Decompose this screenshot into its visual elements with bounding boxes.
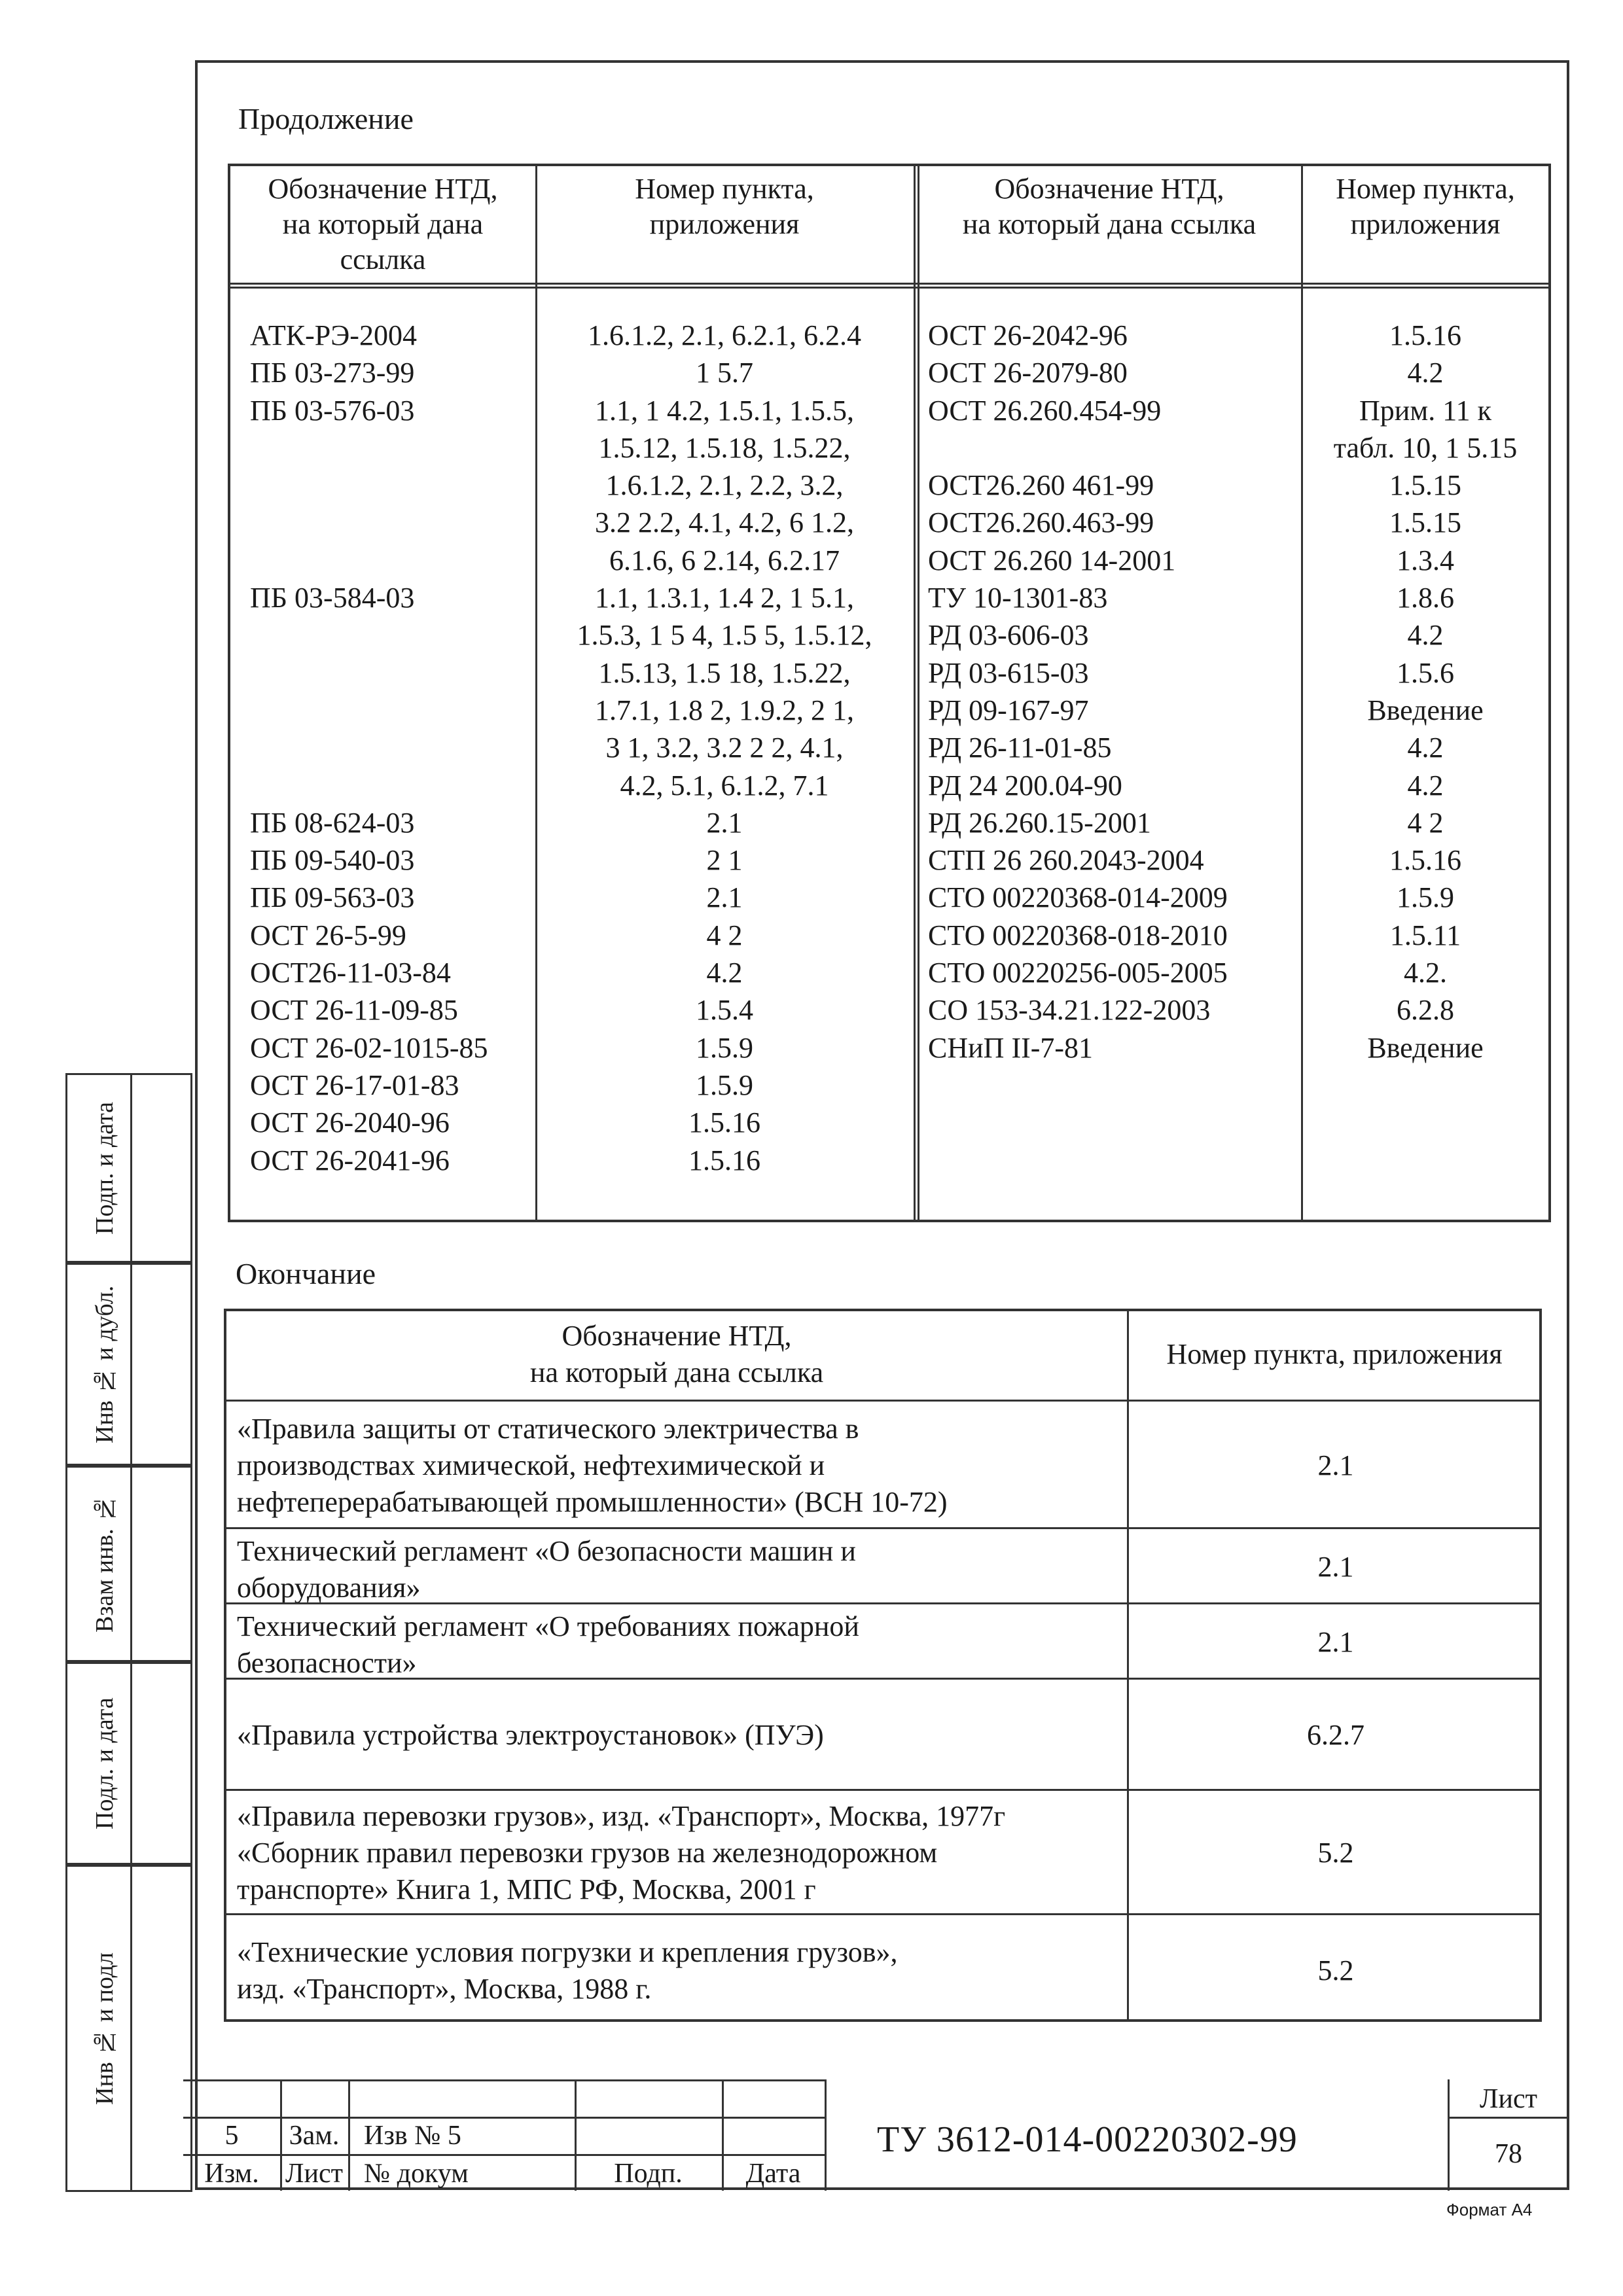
column-right-item [1301, 317, 1550, 1067]
cell-right-ntd: РД 24 200.04-90 [928, 769, 1122, 802]
cell-right-item: 4 2 [1407, 806, 1444, 839]
cell-left-ntd [250, 692, 531, 729]
lower-cell-ntd [237, 1717, 1120, 1754]
cell-right-item: 1.5.11 [1389, 919, 1461, 951]
cell-right-item: 1.5.16 [1389, 319, 1461, 351]
lower-table-row [226, 1602, 1539, 1680]
side-stamp-column [65, 1073, 192, 2192]
lower-cell-ntd-line: производствах химической, нефтехимической и [237, 1449, 825, 1481]
title-block [183, 2079, 1569, 2191]
cell-right-item: 4.2 [1407, 619, 1444, 652]
lower-cell-ntd-line: транспорте» Книга 1, МПС РФ, Москва, 2001 г [237, 1873, 816, 1905]
lower-cell-ntd [237, 1411, 1120, 1521]
lower-table-row [226, 1913, 1539, 2026]
cell-right-item: 1.5.16 [1389, 844, 1461, 877]
cell-left-ntd: ОСТ 26-17-01-83 [250, 1069, 459, 1101]
lower-cell-ntd-line: оборудования» [237, 1572, 421, 1604]
cell-left-item: 1.6.1.2, 2.1, 6.2.1, 6.2.4 [588, 319, 861, 351]
header-left-item: Номер пункта, приложения [635, 173, 814, 240]
cell-left-ntd: ОСТ 26-2041-96 [250, 1144, 450, 1176]
sheet-number: 78 [1495, 2139, 1522, 2169]
cell-right-ntd: СТО 00220368-014-2009 [928, 881, 1228, 914]
change-notice: Изв № 5 [364, 2121, 461, 2151]
label-date: Дата [745, 2159, 801, 2189]
cell-right-ntd: ОСТ 26-2042-96 [928, 319, 1128, 351]
lower-cell-item: 2.1 [1317, 1449, 1354, 1481]
cell-left-ntd [250, 729, 531, 766]
cell-right-ntd: РД 03-615-03 [928, 656, 1089, 689]
cell-right-item: Прим. 11 к [1359, 394, 1491, 427]
upper-reference-table [228, 164, 1551, 1222]
lower-table-row [226, 1789, 1539, 1915]
cell-left-item: 2.1 [706, 806, 743, 839]
cell-right-item: 4.2 [1407, 732, 1444, 764]
lower-cell-ntd-line: «Правила устройства электроустановок» (ПУЭ) [237, 1719, 824, 1751]
cell-left-item: 1.1, 1 4.2, 1.5.1, 1.5.5, [595, 394, 854, 427]
cell-right-item: 4.2 [1407, 357, 1444, 389]
cell-left-ntd [250, 504, 531, 541]
side-stamp-label: Подп. и дата [91, 1101, 118, 1235]
sheet-label: Лист [1480, 2084, 1537, 2114]
cell-left-ntd: ПБ 03-576-03 [250, 394, 415, 427]
cell-left-ntd: ПБ 03-584-03 [250, 582, 415, 614]
lower-cell-ntd-line: безопасности» [237, 1647, 417, 1679]
label-list: Лист [285, 2159, 343, 2189]
cell-left-item: 1.5.3, 1 5 4, 1.5 5, 1.5.12, [577, 619, 872, 652]
cell-right-ntd: ТУ 10-1301-83 [928, 582, 1108, 614]
cell-left-item: 1.5.16 [688, 1106, 760, 1139]
lower-reference-table [224, 1309, 1542, 2022]
cell-right-ntd: СНиП II-7-81 [928, 1031, 1094, 1064]
lower-cell-ntd-line: Технический регламент «О безопасности машин и [237, 1535, 856, 1567]
cell-right-item: 4.2 [1407, 769, 1444, 802]
cell-left-ntd: ОСТ 26-5-99 [250, 919, 406, 951]
cell-right-ntd: ОСТ26.260 461-99 [928, 469, 1154, 502]
lower-table-row [226, 1527, 1539, 1604]
cell-left-item: 4.2 [706, 957, 743, 989]
cell-left-ntd: ОСТ 26-2040-96 [250, 1106, 450, 1139]
cell-left-ntd [250, 429, 531, 467]
cell-left-item: 3 1, 3.2, 3.2 2 2, 4.1, [605, 732, 844, 764]
format-label: Формат А4 [1446, 2200, 1533, 2219]
cell-right-ntd: РД 26.260.15-2001 [928, 806, 1151, 839]
header-right-item: Номер пункта, приложения [1336, 173, 1515, 240]
cell-left-item: 1.1, 1.3.1, 1.4 2, 1 5.1, [595, 582, 854, 614]
cell-right-item: 1.5.9 [1397, 881, 1454, 914]
lower-cell-ntd [237, 1533, 1120, 1606]
cell-left-ntd: ОСТ26-11-03-84 [250, 957, 451, 989]
cell-left-item: 2.1 [706, 881, 743, 914]
lower-cell-item: 2.1 [1317, 1550, 1354, 1583]
cell-right-item: Введение [1367, 1031, 1484, 1064]
column-left-item [535, 317, 914, 1179]
cell-right-ntd: РД 26-11-01-85 [928, 732, 1112, 764]
label-doc-no: № докум [364, 2159, 469, 2189]
side-stamp-label: Подл. и дата [91, 1697, 118, 1829]
side-stamp-dup-inv [65, 1263, 192, 1466]
cell-right-item: 1.5.15 [1389, 506, 1461, 539]
cell-right-ntd: СТО 00220368-018-2010 [928, 919, 1228, 951]
cell-left-item: 1.5.9 [696, 1069, 753, 1101]
cell-right-item: Введение [1367, 694, 1484, 726]
lower-cell-ntd [237, 1608, 1120, 1682]
cell-right-ntd [928, 429, 1301, 467]
lower-header-ntd: Обозначение НТД, на который дана ссылка [529, 1320, 824, 1388]
lower-cell-ntd-line: «Сборник правил перевозки грузов на железнодорожном [237, 1837, 938, 1869]
side-stamp-label: Взам инв. № [91, 1494, 118, 1633]
cell-right-ntd: РД 09-167-97 [928, 694, 1089, 726]
lower-cell-ntd-line: Технический регламент «О требованиях пожарной [237, 1610, 859, 1642]
cell-right-ntd: ОСТ 26.260.454-99 [928, 394, 1162, 427]
lower-cell-ntd [237, 1934, 1120, 2007]
lower-cell-ntd-line: «Правила перевозки грузов», изд. «Транспорт», Москва, 1977г [237, 1800, 1006, 1832]
lower-cell-ntd-line: изд. «Транспорт», Москва, 1988 г. [237, 1973, 652, 2005]
cell-right-item: 1.3.4 [1397, 544, 1454, 576]
column-right-ntd [928, 317, 1301, 1067]
side-stamp-replace-inv [65, 1466, 192, 1662]
ending-caption: Окончание [236, 1257, 376, 1290]
cell-right-ntd: РД 03-606-03 [928, 619, 1089, 652]
cell-right-ntd: ОСТ 26-2079-80 [928, 357, 1128, 389]
lower-table-row [226, 1400, 1539, 1529]
side-stamp-orig-sign-date [65, 1662, 192, 1865]
cell-left-item: 1.5.13, 1.5 18, 1.5.22, [598, 656, 851, 689]
cell-left-ntd [250, 767, 531, 804]
cell-left-ntd: АТК-РЭ-2004 [250, 319, 417, 351]
cell-left-ntd: ОСТ 26-02-1015-85 [250, 1031, 488, 1064]
header-left-ntd: Обозначение НТД, на который дана ссылка [268, 173, 498, 275]
cell-left-item: 1.5.4 [696, 994, 753, 1027]
cell-left-ntd [250, 654, 531, 692]
cell-right-item: табл. 10, 1 5.15 [1333, 431, 1518, 464]
cell-left-item: 1.6.1.2, 2.1, 2.2, 3.2, [605, 469, 844, 502]
cell-right-ntd: СТП 26 260.2043-2004 [928, 844, 1204, 877]
cell-left-item: 6.1.6, 6 2.14, 6.2.17 [609, 544, 840, 576]
change-type: Зам. [289, 2121, 340, 2151]
cell-left-ntd [250, 542, 531, 579]
lower-cell-item: 2.1 [1317, 1625, 1354, 1658]
lower-cell-ntd-line: «Правила защиты от статического электричества в [237, 1412, 859, 1445]
cell-left-item: 2 1 [706, 844, 743, 877]
cell-right-item: 1.5.15 [1389, 469, 1461, 502]
cell-left-item: 1.5.12, 1.5.18, 1.5.22, [598, 431, 851, 464]
cell-left-item: 1 5.7 [696, 357, 753, 389]
cell-left-item: 3.2 2.2, 4.1, 4.2, 6 1.2, [595, 506, 854, 539]
cell-right-item: 4.2. [1404, 957, 1447, 989]
column-left-ntd [250, 317, 531, 1179]
lower-cell-item: 5.2 [1317, 1837, 1354, 1869]
cell-right-ntd: СО 153-34.21.122-2003 [928, 994, 1211, 1027]
lower-cell-ntd-line: «Технические условия погрузки и крепления грузов», [237, 1936, 898, 1968]
cell-left-ntd: ПБ 09-540-03 [250, 844, 415, 877]
cell-left-ntd: ПБ 09-563-03 [250, 881, 415, 914]
lower-header-item: Номер пункта, приложения [1166, 1338, 1503, 1370]
lower-table-row [226, 1678, 1539, 1791]
side-stamp-sign-date [65, 1073, 192, 1263]
cell-left-ntd [250, 467, 531, 504]
cell-right-ntd: СТО 00220256-005-2005 [928, 957, 1228, 989]
cell-left-ntd: ОСТ 26-11-09-85 [250, 994, 458, 1027]
label-izm: Изм. [204, 2159, 259, 2189]
lower-cell-ntd [237, 1798, 1120, 1908]
side-stamp-label: Инв № и дубл. [91, 1285, 118, 1443]
lower-cell-ntd-line: нефтеперерабатывающей промышленности» (ВСН 10-72) [237, 1485, 948, 1518]
cell-left-item: 1.7.1, 1.8 2, 1.9.2, 2 1, [595, 694, 854, 726]
side-stamp-label: Инв № и подл [91, 1952, 118, 2105]
document-code: ТУ 3612-014-00220302-99 [877, 2119, 1298, 2160]
cell-right-item: 1.8.6 [1397, 582, 1454, 614]
cell-left-ntd: ПБ 03-273-99 [250, 357, 415, 389]
cell-left-ntd [250, 616, 531, 654]
cell-left-item: 4.2, 5.1, 6.1.2, 7.1 [620, 769, 829, 802]
cell-left-ntd: ПБ 08-624-03 [250, 806, 415, 839]
cell-right-ntd: ОСТ26.260.463-99 [928, 506, 1154, 539]
cell-left-item: 1.5.16 [688, 1144, 760, 1176]
cell-left-item: 4 2 [706, 919, 743, 951]
cell-right-item: 1.5.6 [1397, 656, 1454, 689]
cell-right-ntd: ОСТ 26.260 14-2001 [928, 544, 1176, 576]
change-number: 5 [224, 2121, 239, 2151]
side-stamp-orig-inv [65, 1865, 192, 2192]
lower-cell-item: 6.2.7 [1307, 1719, 1364, 1751]
header-right-ntd: Обозначение НТД, на который дана ссылка [962, 173, 1257, 240]
lower-cell-item: 5.2 [1317, 1954, 1354, 1987]
label-sign: Подп. [614, 2159, 683, 2189]
continuation-caption: Продолжение [238, 102, 414, 135]
cell-left-item: 1.5.9 [696, 1031, 753, 1064]
cell-right-item: 6.2.8 [1397, 994, 1454, 1027]
